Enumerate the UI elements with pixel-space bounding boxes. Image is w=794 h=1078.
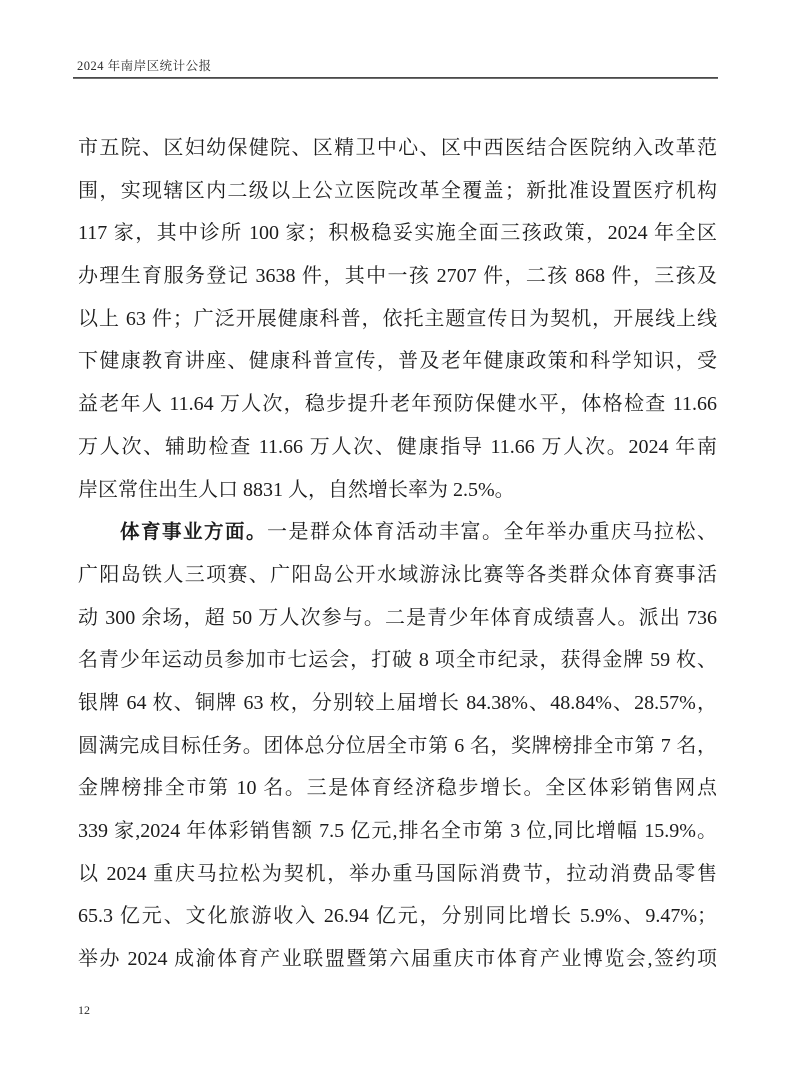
paragraph1-line: 益老年人 11.64 万人次，稳步提升老年预防保健水平，体格检查 11.66 (78, 393, 717, 416)
paragraph2-lead-rest: 一是群众体育活动丰富。全年举办重庆马拉松、 (267, 521, 717, 544)
paragraph2-line: 以 2024 重庆马拉松为契机，举办重马国际消费节，拉动消费品零售 (78, 862, 717, 885)
paragraph2-line: 名青少年运动员参加市七运会，打破 8 项全市纪录，获得金牌 59 枚、 (78, 649, 717, 672)
paragraph2-first-line (78, 511, 717, 554)
paragraph1-line: 办理生育服务登记 3638 件，其中一孩 2707 件，二孩 868 件，三孩及 (78, 265, 717, 288)
paragraph1-line: 117 家，其中诊所 100 家；积极稳妥实施全面三孩政策，2024 年全区 (78, 222, 717, 245)
paragraph1-line: 以上 63 件；广泛开展健康科普，依托主题宣传日为契机，开展线上线 (78, 307, 717, 330)
paragraph2-line: 339 家,2024 年体彩销售额 7.5 亿元,排名全市第 3 位,同比增幅 15.9%。 (78, 820, 717, 842)
paragraph1-line: 市五院、区妇幼保健院、区精卫中心、区中西医结合医院纳入改革范 (78, 137, 717, 159)
paragraph2-line: 动 300 余场，超 50 万人次参与。二是青少年体育成绩喜人。派出 736 (78, 606, 717, 629)
paragraph2-line: 圆满完成目标任务。团体总分位居全市第 6 名，奖牌榜排全市第 7 名， (78, 734, 717, 757)
paragraph2-lead: 体育事业方面。 (120, 521, 267, 544)
paragraph1-line: 围，实现辖区内二级以上公立医院改革全覆盖；新批准设置医疗机构 (78, 179, 717, 202)
page-number: 12 (78, 1003, 90, 1017)
paragraph2-line: 银牌 64 枚、铜牌 63 枚，分别较上届增长 84.38%、48.84%、28.57%， (78, 691, 717, 714)
paragraph1-last-line: 岸区常住出生人口 8831 人，自然增长率为 2.5%。 (78, 478, 515, 501)
page-header-title: 2024 年南岸区统计公报 (77, 59, 212, 73)
paragraph1-line: 万人次、辅助检查 11.66 万人次、健康指导 11.66 万人次。2024 年南 (78, 435, 717, 458)
header-rule (73, 77, 718, 79)
document-body (78, 127, 717, 981)
paragraph1-line: 下健康教育讲座、健康科普宣传，普及老年健康政策和科学知识，受 (78, 350, 717, 373)
paragraph2-line: 举办 2024 成渝体育产业联盟暨第六届重庆市体育产业博览会,签约项 (78, 948, 717, 971)
paragraph2-line: 金牌榜排全市第 10 名。三是体育经济稳步增长。全区体彩销售网点 (78, 777, 717, 800)
paragraph2-line: 65.3 亿元、文化旅游收入 26.94 亿元，分别同比增长 5.9%、9.47%； (78, 905, 717, 928)
paragraph2-line: 广阳岛铁人三项赛、广阳岛公开水域游泳比赛等各类群众体育赛事活 (78, 563, 717, 586)
